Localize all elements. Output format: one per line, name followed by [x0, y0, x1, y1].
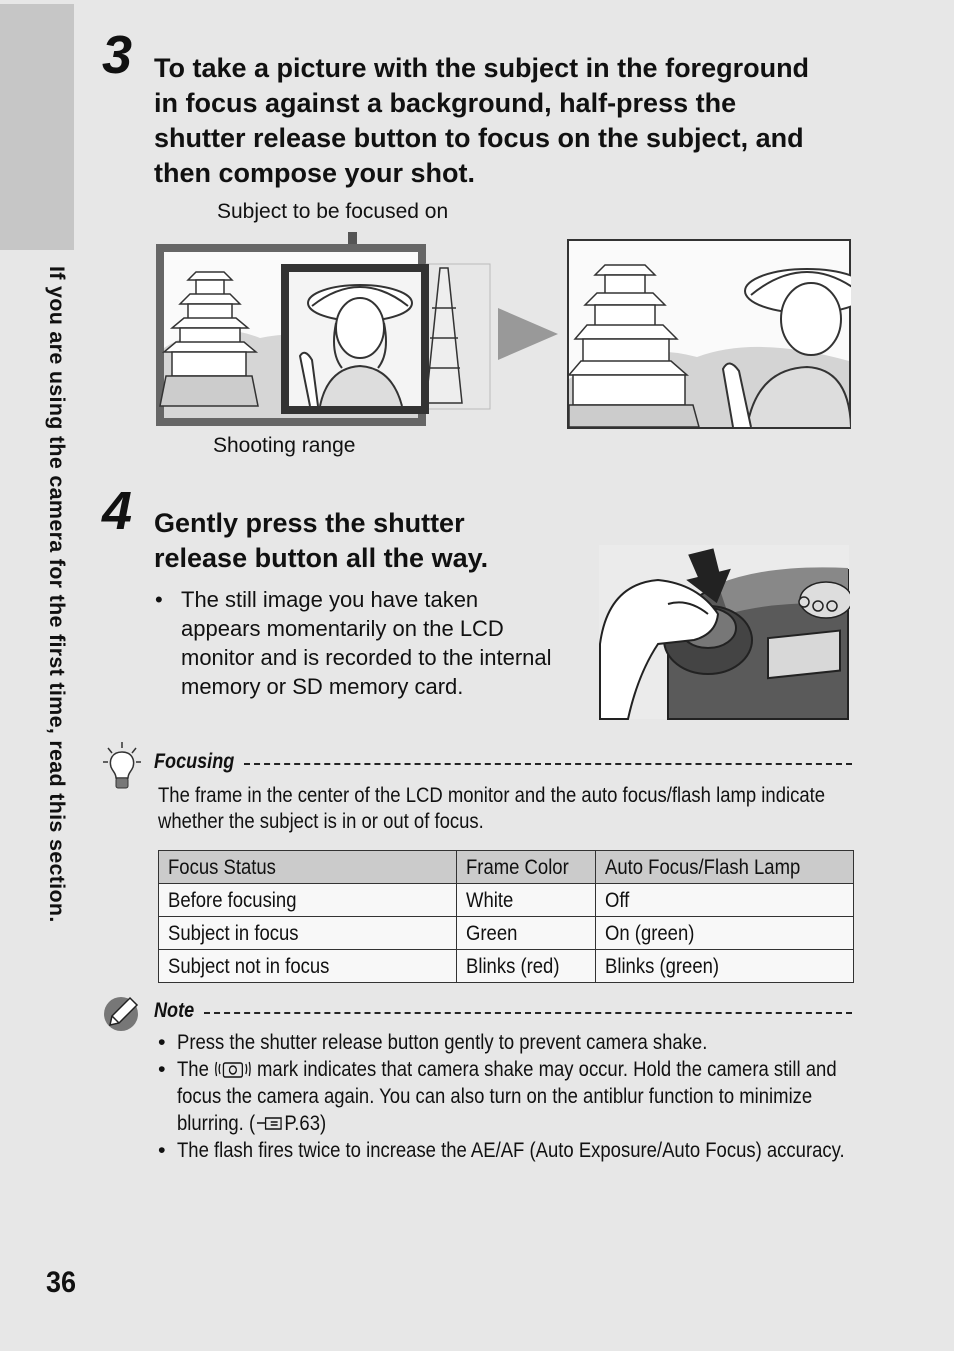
step-4-title: Gently press the shutter release button all the way.	[154, 508, 489, 573]
subject-focus-label: Subject to be focused on	[217, 200, 449, 223]
step-3-title: To take a picture with the subject in the foreground in focus against a background, half-press the shutter release button to focus on the subject, and then compose your shot.	[154, 53, 810, 188]
list-item: • Press the shutter release button gently to prevent camera shake.	[158, 1030, 708, 1054]
table-cell: Green	[457, 917, 596, 950]
section-side-label: If you are using the camera for the first time, read this section.	[45, 266, 69, 923]
table-header-cell: Auto Focus/Flash Lamp	[596, 851, 854, 884]
focusing-heading: Focusing	[154, 750, 235, 773]
shooting-range-label: Shooting range	[213, 434, 356, 457]
next-arrow-icon	[496, 306, 560, 362]
tower-icon	[426, 268, 462, 403]
note-heading: Note	[154, 999, 195, 1022]
list-item: • The flash fires twice to increase the AE/AF (Auto Exposure/Auto Focus) accuracy.	[158, 1138, 845, 1162]
focus-status-table	[158, 850, 854, 983]
page-reference-icon	[255, 1114, 284, 1132]
page-number: 36	[46, 1266, 77, 1299]
table-row	[159, 884, 854, 917]
table-row	[159, 917, 854, 950]
list-item: • The mark indicates that camera shake may occur. Hold the camera still and focus the camera again. You can also turn on the antiblur function to minimize blurring. ( P.63)	[158, 1057, 837, 1135]
note-rule	[204, 1012, 852, 1014]
note-pencil-icon	[102, 992, 142, 1032]
framing-illustration	[150, 228, 495, 433]
table-cell: Before focusing	[159, 884, 457, 917]
camera-press-illustration	[598, 544, 850, 720]
tip-lightbulb-icon	[102, 740, 142, 792]
note-list	[158, 1029, 954, 1164]
step-4-number: 4	[102, 481, 130, 541]
focusing-text: The frame in the center of the LCD monitor and the auto focus/flash lamp indicate whether the subject is in or out of focus.	[158, 783, 826, 833]
step-3-number: 3	[102, 25, 130, 85]
table-header-row	[159, 851, 854, 884]
table-cell: Off	[596, 884, 854, 917]
section-tab	[0, 4, 74, 250]
focusing-rule	[244, 763, 852, 765]
table-cell: Blinks (green)	[596, 950, 854, 983]
table-cell: Blinks (red)	[457, 950, 596, 983]
table-cell: Subject in focus	[159, 917, 457, 950]
table-header-cell: Focus Status	[159, 851, 457, 884]
table-cell: White	[457, 884, 596, 917]
camera-shake-icon	[214, 1059, 252, 1079]
table-header-cell: Frame Color	[457, 851, 596, 884]
table-cell: On (green)	[596, 917, 854, 950]
step-4-bullet: • The still image you have taken appears momentarily on the LCD monitor and is recorded to the internal memory or SD memory card.	[155, 587, 552, 699]
table-row	[159, 950, 854, 983]
table-cell: Subject not in focus	[159, 950, 457, 983]
composed-shot-illustration	[567, 239, 851, 431]
